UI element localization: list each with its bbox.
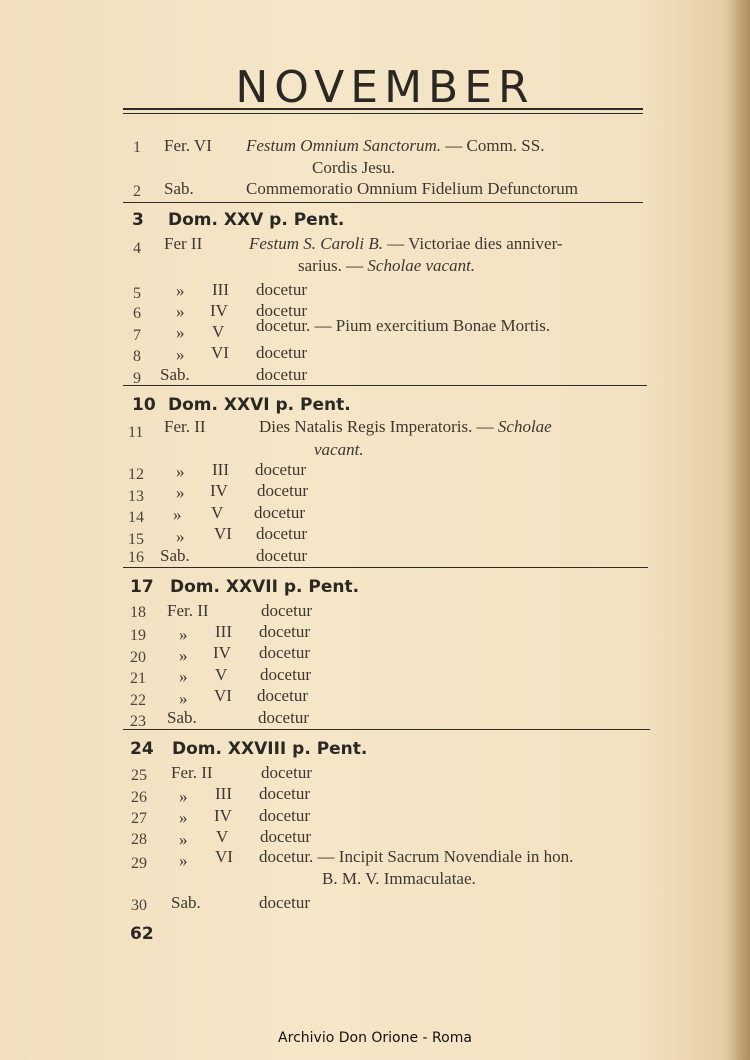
ditto-mark: » — [179, 625, 188, 644]
ditto-mark: » — [176, 345, 185, 364]
day-label: V — [211, 503, 224, 522]
day-label: Sab. — [160, 546, 190, 565]
entry-feast: Festum Omnium Sanctorum. — [246, 136, 442, 155]
day-number: 5 — [133, 285, 141, 302]
day-number: 20 — [130, 649, 146, 666]
day-entry: docetur — [256, 280, 307, 299]
ditto-mark: » — [176, 462, 185, 481]
day-label: V — [212, 322, 225, 341]
day-entry-continued — [298, 256, 475, 276]
day-entry-continued: Cordis Jesu. — [312, 158, 396, 177]
title-rule — [123, 108, 643, 114]
sunday-label: Dom. XXVI p. Pent. — [168, 395, 351, 415]
day-entry: docetur — [257, 481, 308, 500]
day-number: 17 — [130, 577, 154, 597]
day-number: 16 — [128, 549, 144, 566]
day-label: Sab. — [164, 179, 194, 198]
ditto-mark: » — [173, 505, 182, 524]
day-entry: docetur — [259, 622, 310, 641]
day-number: 23 — [130, 713, 146, 730]
day-number: 28 — [131, 831, 147, 848]
ditto-mark: » — [176, 323, 185, 342]
week-rule — [123, 729, 650, 730]
day-number: 29 — [131, 855, 147, 872]
day-entry — [249, 234, 563, 254]
day-label: VI — [214, 524, 232, 543]
day-label: Sab. — [171, 893, 201, 912]
day-number: 26 — [131, 789, 147, 806]
ditto-mark: » — [176, 302, 185, 321]
day-number: 30 — [131, 897, 147, 914]
ditto-mark: » — [176, 281, 185, 300]
day-entry: docetur — [256, 343, 307, 362]
day-entry: docetur — [259, 784, 310, 803]
day-label: V — [215, 665, 228, 684]
ditto-mark: » — [179, 830, 188, 849]
day-number: 14 — [128, 509, 144, 526]
entry-text: — Comm. SS. — [441, 136, 545, 155]
day-label: VI — [215, 847, 233, 866]
day-label: IV — [213, 643, 231, 662]
ditto-mark: » — [179, 646, 188, 665]
day-number: 11 — [128, 424, 144, 441]
day-entry: docetur — [259, 893, 310, 912]
ditto-mark: » — [179, 851, 188, 870]
day-number: 8 — [133, 348, 141, 365]
archive-footer: Archivio Don Orione - Roma — [278, 1030, 472, 1046]
day-entry: docetur — [261, 763, 312, 782]
ditto-mark: » — [179, 808, 188, 827]
day-entry: Commemoratio Omnium Fidelium Defunctorum — [246, 179, 578, 198]
week-rule — [123, 567, 648, 568]
day-entry: docetur — [260, 665, 311, 684]
day-entry — [259, 417, 552, 437]
ditto-mark: » — [179, 787, 188, 806]
day-label: IV — [210, 301, 228, 320]
day-number: 22 — [130, 692, 146, 709]
day-entry: docetur — [254, 503, 305, 522]
day-label: Fer. VI — [164, 136, 212, 155]
sunday-label: Dom. XXVII p. Pent. — [170, 577, 360, 597]
day-entry: docetur — [256, 546, 307, 565]
entry-note: Scholae vacant. — [367, 256, 476, 275]
day-entry-continued: vacant. — [314, 440, 364, 459]
day-label: III — [212, 460, 229, 479]
sunday-row — [130, 739, 367, 759]
day-number: 19 — [130, 627, 146, 644]
entry-text: sarius. — — [298, 256, 368, 275]
day-number: 4 — [133, 240, 141, 257]
sunday-row — [132, 395, 351, 415]
day-entry: docetur — [257, 686, 308, 705]
day-number: 13 — [128, 488, 144, 505]
sunday-row — [132, 210, 344, 230]
day-label: Fer. II — [171, 763, 213, 782]
day-entry: docetur — [256, 301, 307, 320]
day-number: 9 — [133, 370, 141, 387]
week-rule — [123, 385, 647, 386]
day-label: VI — [214, 686, 232, 705]
day-entry: docetur — [259, 806, 310, 825]
day-number: 7 — [133, 327, 141, 344]
week-rule — [123, 202, 643, 203]
day-entry-continued: B. M. V. Immaculatae. — [322, 869, 476, 888]
day-number: 24 — [130, 739, 154, 759]
day-label: IV — [210, 481, 228, 500]
day-entry: docetur — [256, 524, 307, 543]
day-label: Sab. — [160, 365, 190, 384]
book-spine-shadow — [728, 0, 750, 1060]
day-entry: docetur — [261, 601, 312, 620]
sunday-label: Dom. XXVIII p. Pent. — [172, 739, 368, 759]
day-entry: docetur — [260, 827, 311, 846]
day-label: Fer. II — [164, 417, 206, 436]
page-number: 62 — [130, 924, 154, 944]
day-number: 21 — [130, 670, 146, 687]
day-entry: docetur. — Incipit Sacrum Novendiale in hon. — [259, 847, 574, 866]
ditto-mark: » — [176, 527, 185, 546]
sunday-row — [130, 577, 359, 597]
day-label: III — [212, 280, 229, 299]
entry-text: — Victoriae dies anniver- — [382, 234, 563, 253]
day-number: 1 — [133, 139, 141, 156]
month-title: NOVEMBER — [235, 62, 535, 113]
day-entry: docetur. — Pium exercitium Bonae Mortis. — [256, 316, 551, 335]
day-entry: docetur — [256, 365, 307, 384]
ditto-mark: » — [179, 667, 188, 686]
day-number: 6 — [133, 305, 141, 322]
day-number: 25 — [131, 767, 147, 784]
day-number: 15 — [128, 531, 144, 548]
day-label: V — [216, 827, 229, 846]
day-number: 12 — [128, 466, 144, 483]
day-entry: docetur — [255, 460, 306, 479]
day-label: III — [215, 622, 232, 641]
day-number: 10 — [132, 395, 156, 415]
entry-feast: Festum S. Caroli B. — [249, 234, 383, 253]
day-label: III — [215, 784, 232, 803]
day-number: 27 — [131, 810, 147, 827]
sunday-label: Dom. XXV p. Pent. — [168, 210, 345, 230]
day-label: Fer II — [164, 234, 203, 253]
day-label: VI — [211, 343, 229, 362]
day-entry — [246, 136, 544, 156]
ditto-mark: » — [176, 483, 185, 502]
day-number: 18 — [130, 604, 146, 621]
day-entry: docetur — [258, 708, 309, 727]
entry-note: Scholae — [497, 417, 552, 436]
ditto-mark: » — [179, 689, 188, 708]
day-label: Sab. — [167, 708, 197, 727]
day-number: 2 — [133, 183, 141, 200]
day-entry: docetur — [259, 643, 310, 662]
day-number: 3 — [132, 210, 144, 230]
day-label: IV — [214, 806, 232, 825]
day-label: Fer. II — [167, 601, 209, 620]
entry-text: Dies Natalis Regis Imperatoris. — — [259, 417, 498, 436]
